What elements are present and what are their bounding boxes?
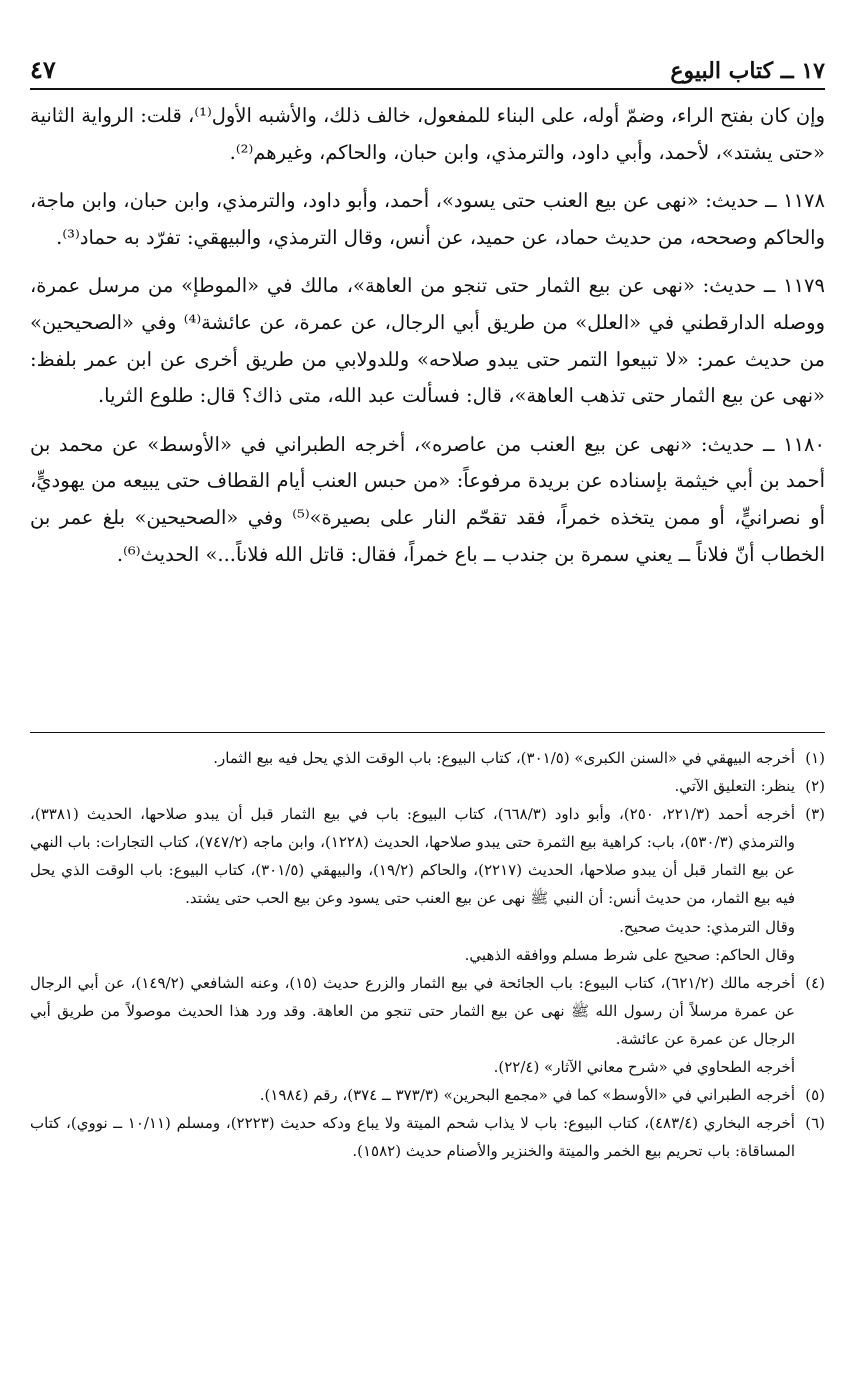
footnote-text: أخرجه أحمد (٢٢١/٣، ٢٥٠)، وأبو داود (٦٦٨/٣)، كتاب البيوع: باب في بيع الثمار قبل أن يبدو صلاحها، الحديث (٣٣٨١)، والترمذي (٥٣٠/٣)، باب: كراهية بيع الثمرة حتى يبدو صلاحها، الحديث (١٢٢٨)، وابن ماجه (٧٤٧/٢)، كتاب التجارات: باب النهي عن بيع الثمار قبل أن يبدو صلاحها، الحديث (٢٢١٧)، والحاكم (١٩/٢)، والبيهقي (٣٠١/٥)، كتاب البيوع: باب الوقت الذي يحل فيه بيع الثمار، من حديث أنس: أن النبي ﷺ نهى عن بيع العنب حتى يسود وعن بيع الحب حتى يشتد. xyxy=(30,805,796,908)
footnote-text: ينظر: التعليق الآتي. xyxy=(674,777,795,796)
footnote xyxy=(30,1081,825,1109)
footnote-line: أخرجه الطحاوي في «شرح معاني الآثار» (٢٢/٤). xyxy=(493,1058,795,1077)
footnote-number: (٣) xyxy=(805,805,825,824)
footnote-text: أخرجه الطبراني في «الأوسط» كما في «مجمع البحرين» (٣٧٣/٣ ــ ٣٧٤)، رقم (١٩٨٤). xyxy=(259,1086,795,1105)
footnote-line: وقال الترمذي: حديث صحيح. xyxy=(619,917,795,936)
footnote xyxy=(30,1109,825,1165)
chapter-title: ١٧ ــ كتاب البيوع xyxy=(670,58,825,84)
footnote-text: أخرجه البخاري (٤٨٣/٤)، كتاب البيوع: باب لا يذاب شحم الميتة ولا يباع ودكه حديث (٢٢٢٣)، ومسلم (١٠/١١ ــ نووي)، كتاب المساقاة: باب تحريم بيع الخمر والميتة والخنزير والأصنام حديث (١٥٨٢). xyxy=(30,1114,795,1161)
footnote-number: (٦) xyxy=(805,1114,825,1133)
main-text xyxy=(30,98,825,585)
running-header xyxy=(30,34,825,90)
footnote-line: وقال الحاكم: صحيح على شرط مسلم ووافقه الذهبي. xyxy=(464,945,795,964)
footnote-number: (٥) xyxy=(805,1086,825,1105)
footnote xyxy=(30,969,825,1081)
footnote xyxy=(30,800,825,969)
footnote-divider xyxy=(30,732,825,733)
paragraph: ١١٨٠ ــ حديث: «نهى عن بيع العنب من عاصره»، أخرجه الطبراني في «الأوسط» عن محمد بن أحمد بن أبي خيثمة بإسناده عن بريدة مرفوعاً: «من حبس العنب أيام القطاف حتى يبيعه من يهوديٍّ، أو نصرانيٍّ، أو ممن يتخذه خمراً، فقد تقحّم النار على بصيرة»⁽⁵⁾ وفي «الصحيحين» بلغ عمر بن الخطاب أنّ فلاناً ــ يعني سمرة بن جندب ــ باع خمراً، فقال: قاتل الله فلاناً...» الحديث⁽⁶⁾. xyxy=(30,432,825,566)
footnote-number: (٢) xyxy=(805,777,825,796)
paragraph: ١١٧٨ ــ حديث: «نهى عن بيع العنب حتى يسود»، أحمد، وأبو داود، والترمذي، وابن حبان، وابن ماجة، والحاكم وصححه، من حديث حماد، عن حميد، عن أنس، وقال الترمذي، والبيهقي: تفرّد به حماد⁽³⁾. xyxy=(30,189,825,249)
paragraph: ١١٧٩ ــ حديث: «نهى عن بيع الثمار حتى تنجو من العاهة»، مالك في «الموطإ» من مرسل عمرة، ووصله الدارقطني في «العلل» من طريق أبي الرجال، عن عمرة، عن عائشة⁽⁴⁾ وفي «الصحيحين» من حديث عمر: «لا تبيعوا التمر حتى يبدو صلاحه» وللدولابي من طريق أخرى عن ابن عمر بلفظ: «نهى عن بيع الثمار حتى تذهب العاهة»، قال: فسألت عبد الله، متى ذاك؟ قال: طلوع الثريا. xyxy=(30,274,825,408)
paragraph: وإن كان بفتح الراء، وضمّ أوله، على البناء للمفعول، خالف ذلك، والأشبه الأول⁽¹⁾، قلت: الرواية الثانية «حتى يشتد»، لأحمد، وأبي داود، والترمذي، وابن حبان، والحاكم، وغيرهم⁽²⁾. xyxy=(30,104,825,164)
footnote-text: أخرجه البيهقي في «السنن الكبرى» (٣٠١/٥)، كتاب البيوع: باب الوقت الذي يحل فيه بيع الثمار. xyxy=(213,749,795,767)
footnote-number: (٤) xyxy=(805,973,825,992)
footnote xyxy=(30,744,825,772)
footnote xyxy=(30,772,825,800)
footnote-number: (١) xyxy=(805,749,825,767)
page-number: ٤٧ xyxy=(30,55,56,84)
footnote-text: أخرجه مالك (٦٢١/٢)، كتاب البيوع: باب الجائحة في بيع الثمار والزرع حديث (١٥)، وعنه الشافعي (١٤٩/٢)، عن أبي الرجال عن عمرة مرسلاً أن رسول الله ﷺ نهى عن بيع الثمار حتى تنجو من العاهة. وقد ورد هذا الحديث موصولاً من طريق أبي الرجال عن عمرة عن عائشة. xyxy=(30,973,795,1048)
footnotes xyxy=(30,744,825,1165)
